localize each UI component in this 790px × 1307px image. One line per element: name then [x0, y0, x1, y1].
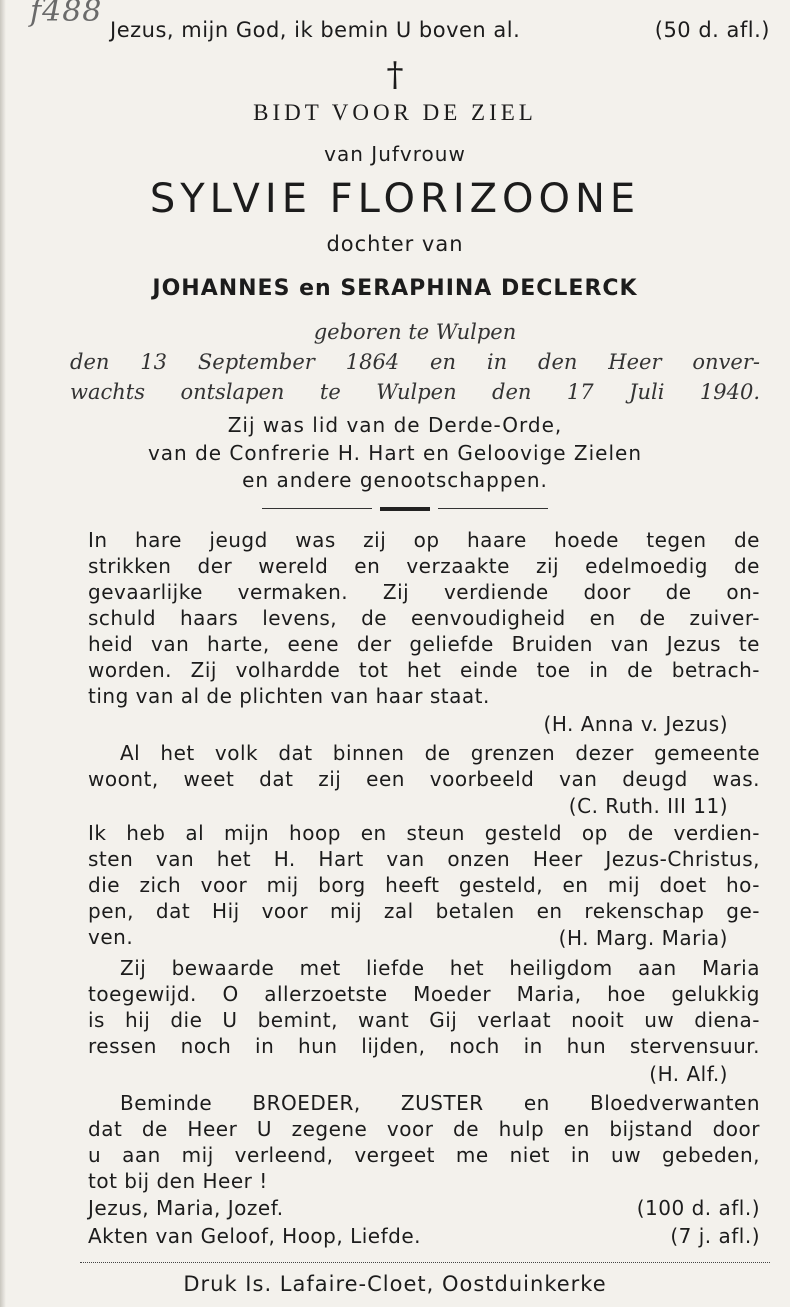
- closing-prayer-row: [88, 1196, 760, 1220]
- source-citation: (H. Alf.): [649, 1062, 728, 1086]
- cross-icon: †: [386, 55, 404, 95]
- parents-names: JOHANNES en SERAPHINA DECLERCK: [152, 276, 638, 301]
- closing-prayer-indulgence: (7 j. afl.): [670, 1224, 760, 1248]
- dates-line-1: den 13 September 1864 en in den Heer onver-: [70, 350, 760, 374]
- body-line: heid van harte, eene der geliefde Bruiden van Jezus te: [88, 632, 760, 656]
- top-prayer-text: Jezus, mijn God, ik bemin U boven al.: [110, 18, 521, 42]
- body-line: sten van het H. Hart van onzen Heer Jezus-Christus,: [88, 847, 760, 871]
- deceased-name: SYLVIE FLORIZOONE: [149, 176, 641, 222]
- membership-line-2: van de Confrerie H. Hart en Geloovige Zielen: [147, 441, 643, 465]
- ornamental-divider: [262, 507, 548, 511]
- body-line: Al het volk dat binnen de grenzen dezer gemeente: [120, 741, 760, 765]
- divider-center: [380, 507, 430, 511]
- body-line: tot bij den Heer !: [88, 1169, 268, 1193]
- dates-line-2: wachts ontslapen te Wulpen den 17 Juli 1940.: [70, 380, 760, 404]
- relation-line: dochter van: [326, 232, 464, 256]
- body-line: strikken der wereld en verzaakte zij edelmoedig de: [88, 554, 760, 578]
- body-line: Zij bewaarde met liefde het heiligdom aan Maria: [120, 956, 760, 980]
- body-line: u aan mij verleend, vergeet me niet in uw gebeden,: [88, 1143, 760, 1167]
- title-line: van Jufvrouw: [324, 142, 466, 166]
- footer-divider: [80, 1262, 770, 1263]
- body-line: ting van al de plichten van haar staat.: [88, 684, 490, 708]
- source-citation: (H. Marg. Maria): [558, 926, 728, 950]
- body-line: gevaarlijke vermaken. Zij verdiende door de on-: [88, 580, 760, 604]
- source-citation: (H. Anna v. Jezus): [543, 712, 728, 736]
- divider-left: [262, 508, 372, 509]
- bidt-heading: BIDT VOOR DE ZIEL: [253, 100, 537, 125]
- body-line: Beminde BROEDER, ZUSTER en Bloedverwanten: [120, 1091, 760, 1115]
- body-line: In hare jeugd was zij op haare hoede tegen de: [88, 528, 760, 552]
- body-line: ven.: [88, 925, 134, 949]
- handwritten-archive-number: f488: [30, 0, 103, 29]
- birth-line: geboren te Wulpen: [313, 320, 517, 344]
- body-line: pen, dat Hij voor mij zal betalen en rekenschap ge-: [88, 899, 760, 923]
- closing-prayer-row: [88, 1224, 760, 1248]
- top-prayer: [110, 18, 770, 42]
- body-line: die zich voor mij borg heeft gesteld, en mij doet ho-: [88, 873, 760, 897]
- body-line: schuld haars levens, de eenvoudigheid en de zuiver-: [88, 606, 760, 630]
- closing-prayer-indulgence: (100 d. afl.): [636, 1196, 760, 1220]
- body-line: Ik heb al mijn hoop en steun gesteld op de verdien-: [88, 821, 760, 845]
- body-line: worden. Zij volhardde tot het einde toe in de betrach-: [88, 658, 760, 682]
- closing-prayer-text: Jezus, Maria, Jozef.: [88, 1196, 284, 1220]
- body-line: woont, weet dat zij een voorbeeld van deugd was.: [88, 767, 760, 791]
- top-prayer-indulgence: (50 d. afl.): [654, 18, 770, 42]
- body-line: ressen noch in hun lijden, noch in hun stervensuur.: [88, 1034, 760, 1058]
- source-citation: (C. Ruth. III 11): [568, 794, 728, 818]
- printer-credit: Druk Is. Lafaire-Cloet, Oostduinkerke: [183, 1272, 607, 1296]
- divider-right: [438, 508, 548, 509]
- membership-line-3: en andere genootschappen.: [242, 468, 548, 492]
- body-line: toegewijd. O allerzoetste Moeder Maria, hoe gelukkig: [88, 982, 760, 1006]
- body-line: dat de Heer U zegene voor de hulp en bijstand door: [88, 1117, 760, 1141]
- body-line: is hij die U bemint, want Gij verlaat nooit uw diena-: [88, 1008, 760, 1032]
- membership-line-1: Zij was lid van de Derde-Orde,: [227, 413, 563, 437]
- closing-prayer-text: Akten van Geloof, Hoop, Liefde.: [88, 1224, 421, 1248]
